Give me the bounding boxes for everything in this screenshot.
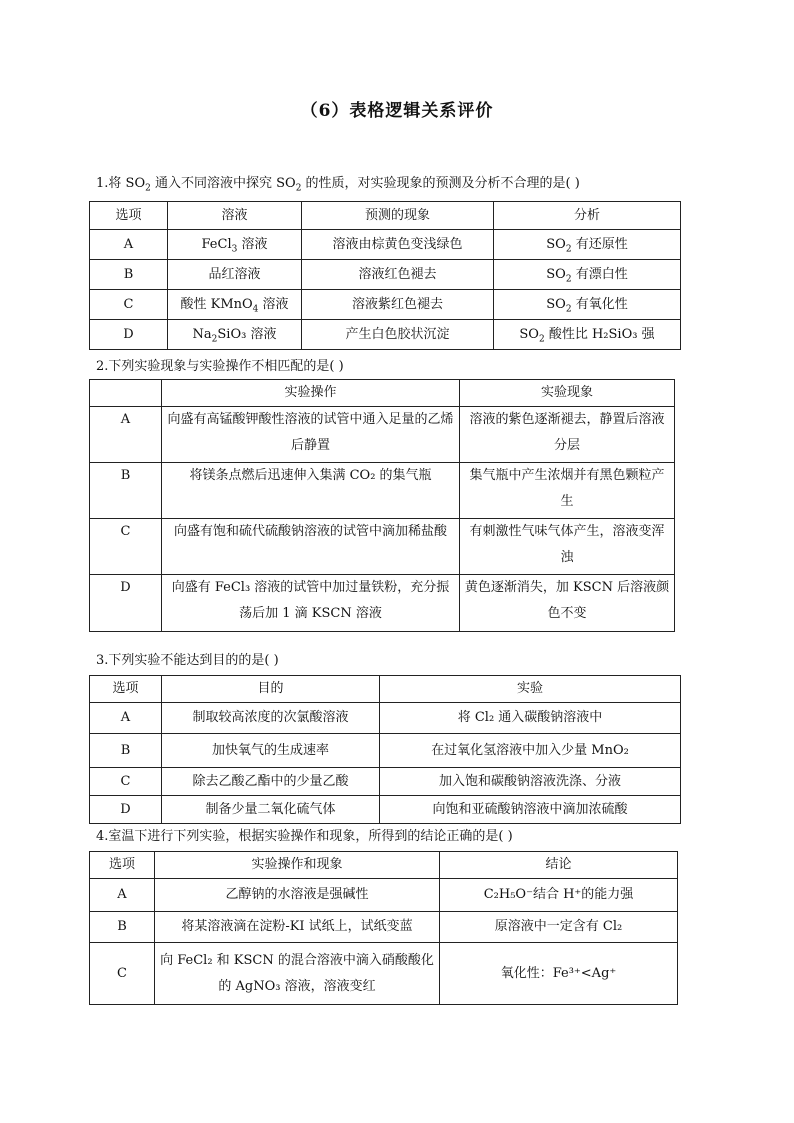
table-row: A 制取较高浓度的次氯酸溶液 将 Cl₂ 通入碳酸钠溶液中 — [90, 703, 681, 734]
table-q4 — [89, 851, 678, 1005]
table-header: 选项 — [90, 676, 162, 703]
table-header: 选项 — [90, 852, 155, 879]
table-header — [90, 380, 162, 407]
table-header: 分析 — [494, 202, 681, 230]
table-q1 — [89, 201, 681, 350]
table-row: B 将镁条点燃后迅速伸入集满 CO₂ 的集气瓶 集气瓶中产生浓烟并有黑色颗粒产生 — [90, 463, 675, 519]
page-title: （6）表格逻辑关系评价 — [300, 101, 494, 121]
table-header: 选项 — [90, 202, 168, 230]
table-row: D $Na_2SiO_3$ 溶液 产生白色胶状沉淀 $SO_2$ 酸性比 H₂SiO₃ 强 — [90, 320, 681, 350]
table-header: 溶液 — [168, 202, 302, 230]
table-q2 — [89, 379, 675, 632]
question-1: 1.将 $SO_2$ 通入不同溶液中探究 $SO_2$ 的性质，对实验现象的预测及分析不合理的是( ) — [96, 176, 580, 194]
table-header: 实验现象 — [460, 380, 675, 407]
table-header: 实验 — [380, 676, 681, 703]
table-header: 目的 — [162, 676, 380, 703]
question-4: 4.室温下进行下列实验，根据实验操作和现象，所得到的结论正确的是( ) — [96, 829, 513, 844]
table-row: A 乙醇钠的水溶液是强碱性 C₂H₅O⁻结合 H⁺的能力强 — [90, 879, 678, 912]
table-row: C 酸性 KMnO$_4$ 溶液 溶液紫红色褪去 $SO_2$ 有氧化性 — [90, 290, 681, 320]
table-row: B 品红溶液 溶液红色褪去 $SO_2$ 有漂白性 — [90, 260, 681, 290]
table-header: 预测的现象 — [302, 202, 494, 230]
table-header: 结论 — [440, 852, 678, 879]
table-row: B 加快氧气的生成速率 在过氧化氢溶液中加入少量 MnO₂ — [90, 734, 681, 768]
table-row: A 向盛有高锰酸钾酸性溶液的试管中通入足量的乙烯后静置 溶液的紫色逐渐褪去，静置后溶液分层 — [90, 407, 675, 463]
question-3: 3.下列实验不能达到目的的是( ) — [96, 653, 279, 668]
table-row: A FeCl$_3$ 溶液 溶液由棕黄色变浅绿色 $SO_2$ 有还原性 — [90, 230, 681, 260]
table-row: B 将某溶液滴在淀粉-KI 试纸上，试纸变蓝 原溶液中一定含有 Cl₂ — [90, 912, 678, 943]
table-row: C 向盛有饱和硫代硫酸钠溶液的试管中滴加稀盐酸 有刺激性气味气体产生，溶液变浑浊 — [90, 519, 675, 575]
table-row: D 向盛有 FeCl₃ 溶液的试管中加过量铁粉，充分振荡后加 1 滴 KSCN 溶液 黄色逐渐消失，加 KSCN 后溶液颜色不变 — [90, 575, 675, 632]
question-2: 2.下列实验现象与实验操作不相匹配的是( ) — [96, 359, 344, 374]
table-row: C 除去乙酸乙酯中的少量乙酸 加入饱和碳酸钠溶液洗涤、分液 — [90, 768, 681, 796]
table-row: D 制备少量二氧化硫气体 向饱和亚硫酸钠溶液中滴加浓硫酸 — [90, 796, 681, 824]
table-header: 实验操作和现象 — [155, 852, 440, 879]
table-row: C 向 FeCl₂ 和 KSCN 的混合溶液中滴入硝酸酸化的 AgNO₃ 溶液，溶液变红 氧化性：Fe³⁺<Ag⁺ — [90, 943, 678, 1005]
table-header: 实验操作 — [162, 380, 460, 407]
table-q3 — [89, 675, 681, 824]
